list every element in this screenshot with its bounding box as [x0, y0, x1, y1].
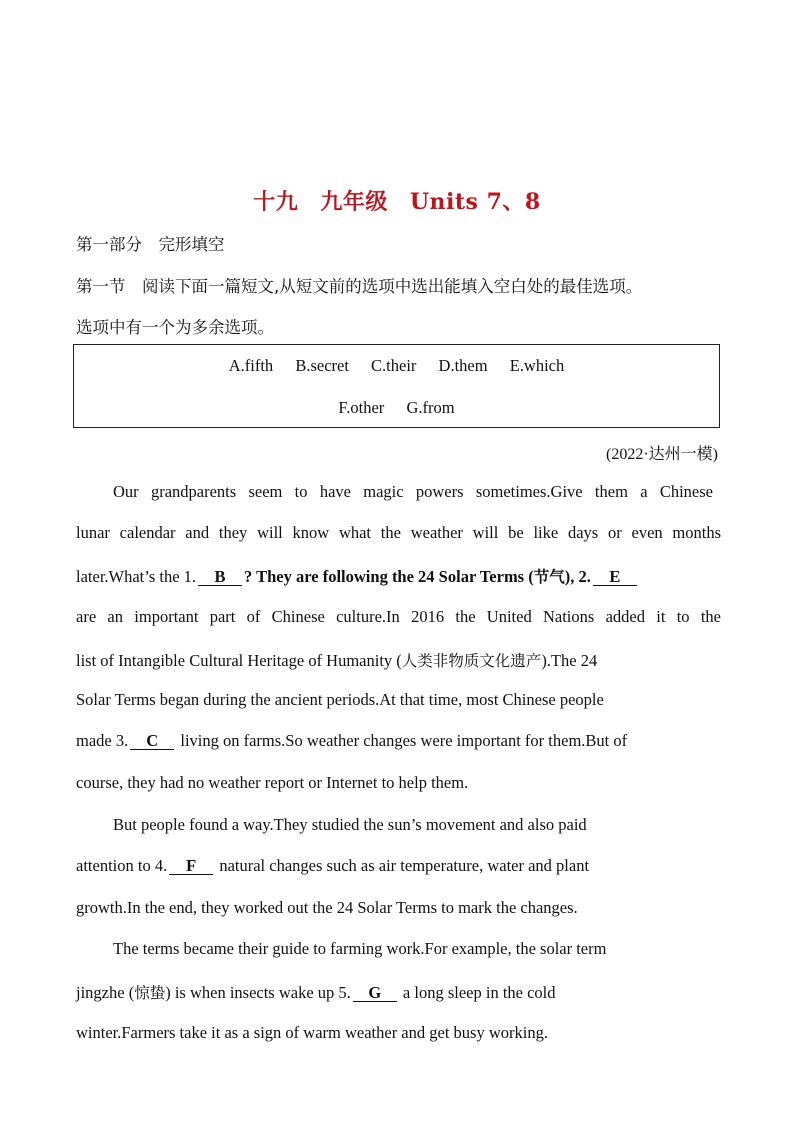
passage-line: attention to 4. F natural changes such as air temperature, water and plant [76, 856, 590, 875]
source-note: (2022·达州一模) [606, 446, 718, 463]
passage-line: growth.In the end, they worked out the 24 Solar Terms to mark the changes. [76, 898, 578, 917]
passage-line: But people found a way.They studied the sun’s movement and also paid [113, 815, 587, 834]
answer-blank-1: B [198, 568, 242, 586]
passage-line: Solar Terms began during the ancient periods.At that time, most Chinese people [76, 690, 604, 709]
passage-line: Our grandparents seem to have magic powers sometimes.Give them a Chinese [113, 482, 713, 501]
options-row-2 [74, 398, 719, 418]
answer-blank-3: C [130, 732, 174, 750]
answer-blank-2: E [593, 568, 637, 586]
options-box [73, 344, 720, 428]
passage-line: list of Intangible Cultural Heritage of Humanity (人类非物质文化遗产).The 24 [76, 651, 598, 670]
instruction-line-2: 选项中有一个为多余选项。 [76, 318, 274, 337]
passage-line: lunar calendar and they will know what the weather will be like days or even months [76, 523, 721, 542]
option-g: G.from [406, 398, 455, 417]
passage-line: course, they had no weather report or Internet to help them. [76, 773, 469, 792]
page-title [0, 185, 794, 216]
passage-line: The terms became their guide to farming work.For example, the solar term [113, 939, 607, 958]
option-c: C.their [371, 356, 417, 375]
answer-blank-5: G [353, 984, 397, 1002]
passage-line: later.What’s the 1. B ? They are following the 24 Solar Terms (节气), 2. E [76, 565, 721, 587]
passage-line: winter.Farmers take it as a sign of warm weather and get busy working. [76, 1023, 548, 1042]
instruction-line-1: 第一节 阅读下面一篇短文,从短文前的选项中选出能填入空白处的最佳选项。 [76, 277, 643, 296]
answer-blank-4: F [169, 857, 213, 875]
option-a: A.fifth [228, 356, 274, 375]
passage-line: jingzhe (惊蛰) is when insects wake up 5. G a long sleep in the cold [76, 983, 556, 1002]
options-row-1 [74, 356, 719, 376]
title-units: Units 7、8 [409, 189, 541, 215]
option-b: B.secret [295, 356, 349, 375]
option-d: D.them [438, 356, 488, 375]
passage-line: are an important part of Chinese culture.In 2016 the United Nations added it to the [76, 607, 721, 626]
title-grade: 九年级 [320, 189, 388, 215]
option-f: F.other [338, 398, 385, 417]
passage-line: made 3. C living on farms.So weather changes were important for them.But of [76, 731, 628, 750]
option-e: E.which [509, 356, 565, 375]
title-number: 十九 [253, 189, 299, 215]
section-part-label: 第一部分 完形填空 [76, 235, 225, 254]
